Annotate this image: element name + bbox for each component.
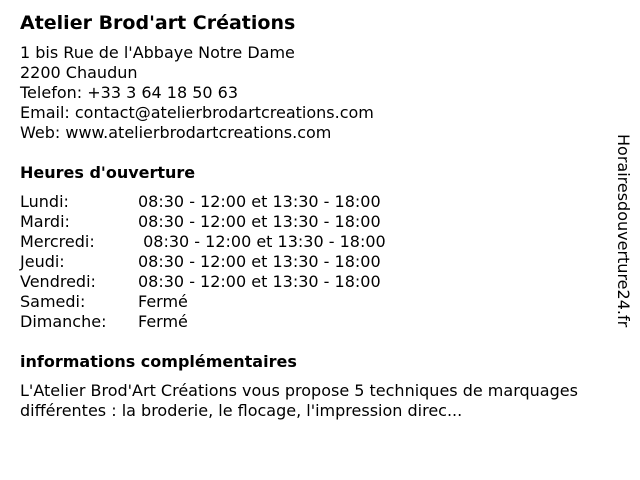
- day-hours: Fermé: [138, 312, 188, 331]
- address-line-2: 2200 Chaudun: [20, 63, 138, 82]
- hours-row-wednesday: [20, 232, 590, 252]
- hours-row-tuesday: [20, 212, 590, 232]
- day-label: Lundi:: [20, 192, 69, 211]
- hours-row-thursday: [20, 252, 590, 272]
- hours-row-monday: [20, 192, 590, 212]
- business-description: L'Atelier Brod'Art Créations vous propose 5 techniques de marquages différentes : la broderie, le flocage, l'impression direc...: [20, 381, 578, 420]
- day-hours: 08:30 - 12:00 et 13:30 - 18:00: [138, 232, 386, 251]
- day-hours: 08:30 - 12:00 et 13:30 - 18:00: [138, 212, 381, 231]
- day-label: Jeudi:: [20, 252, 65, 271]
- business-name: Atelier Brod'art Créations: [20, 12, 296, 34]
- hours-row-saturday: [20, 292, 590, 312]
- day-hours: 08:30 - 12:00 et 13:30 - 18:00: [138, 252, 381, 271]
- hours-row-friday: [20, 272, 590, 292]
- address-line-1: 1 bis Rue de l'Abbaye Notre Dame: [20, 43, 295, 62]
- day-label: Mardi:: [20, 212, 70, 231]
- day-hours: 08:30 - 12:00 et 13:30 - 18:00: [138, 192, 381, 211]
- day-label: Vendredi:: [20, 272, 96, 291]
- opening-hours-heading: Heures d'ouverture: [20, 163, 196, 182]
- web-line: Web: www.atelierbrodartcreations.com: [20, 123, 332, 142]
- day-label: Dimanche:: [20, 312, 107, 331]
- email-line: Email: contact@atelierbrodartcreations.com: [20, 103, 374, 122]
- site-watermark: Horairesdouverture24.fr: [614, 134, 633, 328]
- hours-row-sunday: [20, 312, 590, 332]
- business-card: [20, 10, 590, 421]
- day-hours: 08:30 - 12:00 et 13:30 - 18:00: [138, 272, 381, 291]
- opening-hours-table: [20, 192, 590, 332]
- day-hours: Fermé: [138, 292, 188, 311]
- phone-line: Telefon: +33 3 64 18 50 63: [20, 83, 239, 102]
- additional-info-heading: informations complémentaires: [20, 352, 297, 371]
- day-label: Samedi:: [20, 292, 86, 311]
- day-label: Mercredi:: [20, 232, 95, 251]
